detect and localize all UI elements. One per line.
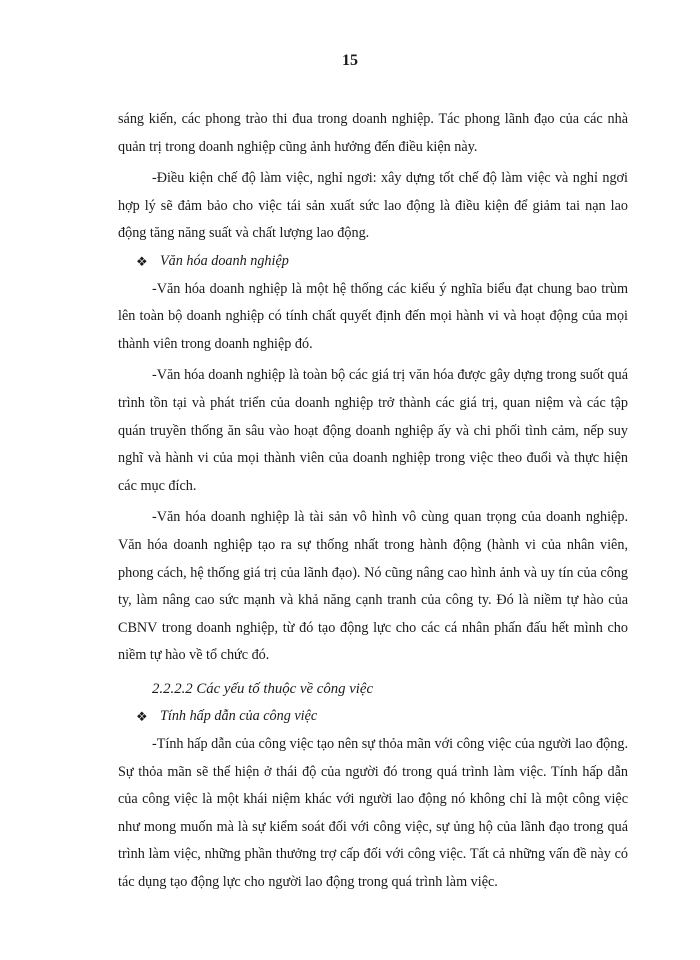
paragraph-working-conditions-cont: sáng kiến, các phong trào thi đua trong doanh nghiệp. Tác phong lãnh đạo của các nhà quản trị trong doanh nghiệp cũng ảnh hưởng đến điều kiện này. [118,111,628,155]
bullet-corporate-culture-label: Văn hóa doanh nghiệp [160,252,289,269]
diamond-bullet-icon: ❖ [136,253,148,269]
paragraph-culture-definition: -Văn hóa doanh nghiệp là một hệ thống các kiểu ý nghĩa biểu đạt chung bao trùm lên toàn bộ doanh nghiệp có tính chất quyết định đến mọi hành vi và hoạt động của mọi thành viên trong doanh nghiệp đó. [118,280,628,352]
section-heading: 2.2.2.2 Các yếu tố thuộc về công việc [152,680,374,697]
paragraph-work-rest-regime: -Điều kiện chế độ làm việc, nghỉ ngơi: xây dựng tốt chế độ làm việc và nghỉ ngơi hợp lý sẽ đảm bảo cho việc tái sản xuất sức lao động là điều kiện để giảm tai nạn lao động tăng năng suất và chất lượng lao động. [118,170,628,242]
bullet-job-attractiveness [118,703,628,731]
paragraph-job-attractiveness: -Tính hấp dẫn của công việc tạo nên sự thỏa mãn với công việc của người lao động. Sự thỏa mãn sẽ thể hiện ở thái độ của người đó trong quá trình làm việc. Tính hấp dẫn của công việc là một khái niệm khác với người lao động nó không chỉ là một công việc như mong muốn mà là sự kiểm soát đối với công việc, sự ủng hộ của lãnh đạo trong quá trình làm việc, những phần thưởng trợ cấp đối với công việc. Tất cả những vấn đề này có tác dụng tạo động lực cho người lao động trong quá trình làm việc. [118,736,628,891]
paragraph-culture-values: -Văn hóa doanh nghiệp là toàn bộ các giá trị văn hóa được gây dựng trong suốt quá trình tồn tại và phát triển của doanh nghiệp trở thành các giá trị, quan niệm và các tập quán truyền thống ăn sâu vào hoạt động doanh nghiệp ấy và chi phối tình cảm, nếp suy nghĩ và hành vi của mọi thành viên của doanh nghiệp trong việc theo đuổi và thực hiện các mục đích. [118,367,628,494]
document-body [118,106,628,897]
page-number: 15 [342,52,358,69]
diamond-bullet-icon: ❖ [136,709,148,725]
bullet-corporate-culture [118,248,628,276]
paragraph-culture-asset: -Văn hóa doanh nghiệp là tài sản vô hình vô cùng quan trọng của doanh nghiệp. Văn hóa doanh nghiệp tạo ra sự thống nhất trong hành động (hành vi của nhân viên, phong cách, hệ thống giá trị của lãnh đạo). Nó cũng nâng cao hình ảnh và uy tín của công ty, làm nâng cao sức mạnh và khả năng cạnh tranh của công ty. Đó là niềm tự hào của CBNV trong doanh nghiệp, từ đó tạo động lực cho các cá nhân phấn đấu hết mình cho niềm tự hào về tổ chức đó. [118,509,628,664]
bullet-job-attractiveness-label: Tính hấp dẫn của công việc [160,708,318,725]
